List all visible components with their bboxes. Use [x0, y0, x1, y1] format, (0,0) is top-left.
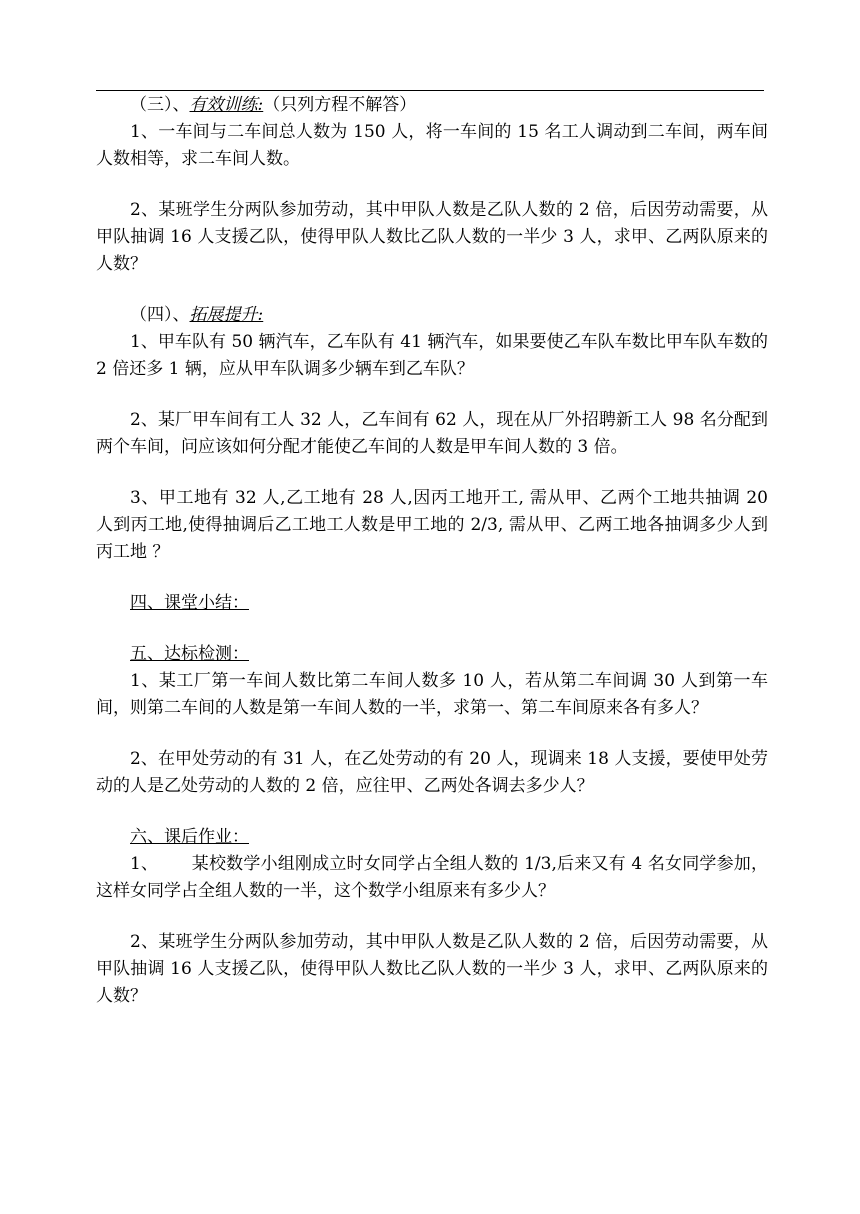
section-3-prefix: （三）、	[130, 95, 190, 115]
section-3-title: 有效训练:	[189, 95, 264, 115]
summary-title: 四、课堂小结：	[130, 593, 249, 613]
test-title: 五、达标检测：	[130, 644, 249, 664]
header-rule	[96, 90, 764, 91]
section-4-problem-2: 2、某厂甲车间有工人 32 人，乙车间有 62 人，现在从厂外招聘新工人 98 名分配到两个车间，问应该如何分配才能使乙车间的人数是甲车间人数的 3 倍。	[96, 410, 768, 457]
section-3-problem-2: 2、某班学生分两队参加劳动，其中甲队人数是乙队人数的 2 倍，后因劳动需要，从甲队抽调 16 人支援乙队，使得甲队人数比乙队人数的一半少 3 人，求甲、乙两队原来的人数？	[96, 200, 768, 274]
homework-problem-1: 1、 某校数学小组刚成立时女同学占全组人数的 1/3,后来又有 4 名女同学参加，这样女同学占全组人数的一半，这个数学小组原来有多少人？	[96, 854, 768, 901]
section-4-problem-1: 1、甲车队有 50 辆汽车，乙车队有 41 辆汽车，如果要使乙车队车数比甲车队车数的 2 倍还多 1 辆，应从甲车队调多少辆车到乙车队？	[96, 332, 768, 379]
test-heading	[96, 641, 768, 668]
section-4-prefix: （四）、	[130, 305, 190, 325]
section-4-problem-3: 3、甲工地有 32 人,乙工地有 28 人,因丙工地开工, 需从甲、乙两个工地共抽调 20 人到丙工地,使得抽调后乙工地工人数是甲工地的 2/3, 需从甲、乙两工地各抽调多少人到丙工地 ？	[96, 488, 768, 562]
section-4-heading	[96, 302, 768, 329]
spacer	[96, 173, 768, 197]
section-3-heading	[96, 92, 768, 119]
spacer	[96, 722, 768, 746]
spacer	[96, 566, 768, 590]
spacer	[96, 617, 768, 641]
homework-title: 六、课后作业：	[130, 827, 249, 847]
spacer	[96, 905, 768, 929]
spacer	[96, 278, 768, 302]
summary-heading	[96, 590, 768, 617]
spacer	[96, 800, 768, 824]
test-problem-1: 1、某工厂第一车间人数比第二车间人数多 10 人，若从第二车间调 30 人到第一车间，则第二车间的人数是第一车间人数的一半，求第一、第二车间原来各有多人？	[96, 671, 768, 718]
section-4-title: 拓展提升:	[189, 305, 264, 325]
spacer	[96, 461, 768, 485]
test-problem-2: 2、在甲处劳动的有 31 人，在乙处劳动的有 20 人，现调来 18 人支援，要使甲处劳动的人是乙处劳动的人数的 2 倍，应往甲、乙两处各调去多少人？	[96, 749, 768, 796]
homework-heading	[96, 824, 768, 851]
section-3-note: （只列方程不解答）	[263, 95, 417, 115]
section-3-problem-1: 1、一车间与二车间总人数为 150 人，将一车间的 15 名工人调动到二车间，两车间人数相等，求二车间人数。	[96, 122, 768, 169]
worksheet-body	[96, 92, 768, 1010]
spacer	[96, 383, 768, 407]
homework-problem-2: 2、某班学生分两队参加劳动，其中甲队人数是乙队人数的 2 倍，后因劳动需要，从甲队抽调 16 人支援乙队，使得甲队人数比乙队人数的一半少 3 人，求甲、乙两队原来的人数？	[96, 932, 768, 1006]
